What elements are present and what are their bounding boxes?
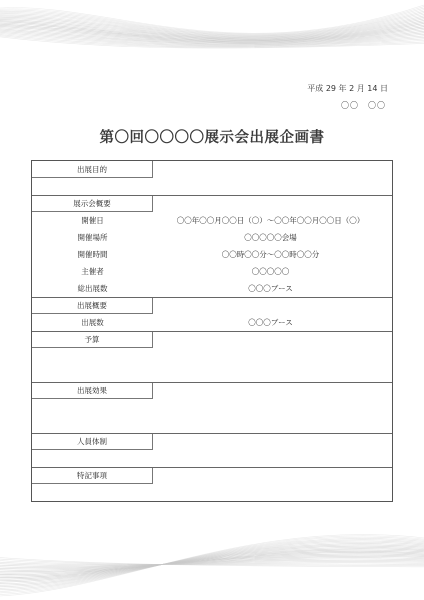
form-row-label: 展示会概要 xyxy=(32,196,153,212)
form-row-label: 出展数 xyxy=(81,318,104,327)
wave-line xyxy=(0,17,424,38)
wave-line xyxy=(0,35,424,47)
form-row-value: 〇〇〇〇〇会場 xyxy=(244,233,297,242)
wave-line xyxy=(0,556,424,570)
wave-line xyxy=(0,540,424,590)
wave-line xyxy=(0,558,424,567)
form-row-label: 出展目的 xyxy=(32,161,153,178)
wave-line xyxy=(0,560,424,566)
wave-line xyxy=(0,545,424,584)
wave-line xyxy=(0,561,424,565)
wave-line xyxy=(0,537,424,593)
wave-line xyxy=(0,546,424,582)
wave-line xyxy=(0,551,424,576)
page-title: 第〇回〇〇〇〇展示会出展企画書 xyxy=(99,130,325,146)
form-row xyxy=(32,263,392,280)
wave-line xyxy=(0,22,424,40)
wave-line xyxy=(0,547,424,580)
wave-line xyxy=(0,7,424,34)
wave-line xyxy=(0,543,424,585)
form-row-value: 〇〇〇ブース xyxy=(248,318,293,327)
form-row-label: 総出展数 xyxy=(77,284,108,293)
wave-line xyxy=(0,29,424,44)
form-section-header xyxy=(32,467,392,484)
wave-line xyxy=(0,542,424,587)
wave-line xyxy=(0,32,424,45)
form-row-label: 人員体制 xyxy=(32,434,153,450)
wave-line xyxy=(0,5,424,33)
form-section-header xyxy=(32,382,392,399)
wave-line xyxy=(0,550,424,578)
wave-line xyxy=(0,13,424,37)
wave-line xyxy=(0,16,424,38)
bottom-wave-decoration xyxy=(0,508,424,600)
form-blank-row xyxy=(32,450,392,467)
form-section-header xyxy=(32,331,392,348)
form-row-label: 開催日 xyxy=(81,216,104,225)
form-row-label: 開催場所 xyxy=(77,233,108,242)
form-row xyxy=(32,246,392,263)
wave-line xyxy=(0,554,424,573)
document-author: 〇〇 〇〇 xyxy=(341,101,386,110)
wave-line xyxy=(0,562,424,565)
document-date: 平成 29 年 2 月 14 日 xyxy=(307,84,388,93)
wave-line xyxy=(0,25,424,42)
form-blank-row xyxy=(32,178,392,195)
wave-line xyxy=(0,541,424,588)
wave-line xyxy=(0,28,424,44)
wave-line xyxy=(0,10,424,35)
form-section-header xyxy=(32,297,392,314)
wave-line xyxy=(0,552,424,574)
form-blank-row xyxy=(32,348,392,365)
wave-line xyxy=(0,536,424,595)
form-row-value: 〇〇〇ブース xyxy=(248,284,293,293)
wave-line xyxy=(0,558,424,569)
form-row-label: 予算 xyxy=(32,332,153,348)
form-row xyxy=(32,229,392,246)
form-row xyxy=(32,212,392,229)
wave-line xyxy=(0,21,424,40)
form-blank-row xyxy=(32,416,392,433)
wave-line xyxy=(0,555,424,572)
form-section-header xyxy=(32,433,392,450)
wave-line xyxy=(0,11,424,36)
form-row-label: 開催時間 xyxy=(77,250,108,259)
form-row-label: 特記事項 xyxy=(32,468,153,484)
wave-line xyxy=(0,559,424,568)
form-blank-row xyxy=(32,365,392,382)
wave-line xyxy=(0,8,424,34)
wave-line xyxy=(0,37,424,48)
wave-line xyxy=(0,31,424,45)
form-blank-row xyxy=(32,399,392,416)
wave-line xyxy=(0,30,424,45)
wave-line xyxy=(0,18,424,38)
form-row-value: 〇〇年〇〇月〇〇日（〇）～〇〇年〇〇月〇〇日（〇） xyxy=(176,216,365,225)
form-row-label: 出展効果 xyxy=(32,383,153,399)
wave-line xyxy=(0,538,424,591)
form-section-header xyxy=(32,161,392,178)
wave-line xyxy=(0,36,424,48)
proposal-form-table xyxy=(31,160,393,502)
wave-line xyxy=(0,20,424,40)
form-row-value: 〇〇時〇〇分～〇〇時〇〇分 xyxy=(221,250,320,259)
wave-line xyxy=(0,549,424,579)
wave-line xyxy=(0,535,424,596)
wave-line xyxy=(0,561,424,565)
wave-line xyxy=(0,23,424,41)
form-row-value: 〇〇〇〇〇 xyxy=(251,267,290,276)
form-row xyxy=(32,314,392,331)
form-row xyxy=(32,280,392,297)
top-wave-decoration xyxy=(0,0,424,80)
form-row-label: 主催者 xyxy=(81,267,104,276)
wave-line xyxy=(0,26,424,42)
wave-line xyxy=(0,559,424,566)
form-blank-row xyxy=(32,484,392,501)
wave-line xyxy=(0,33,424,46)
form-section-header xyxy=(32,195,392,212)
wave-line xyxy=(0,14,424,37)
form-row-label: 出展概要 xyxy=(32,298,153,314)
wave-line xyxy=(0,24,424,41)
